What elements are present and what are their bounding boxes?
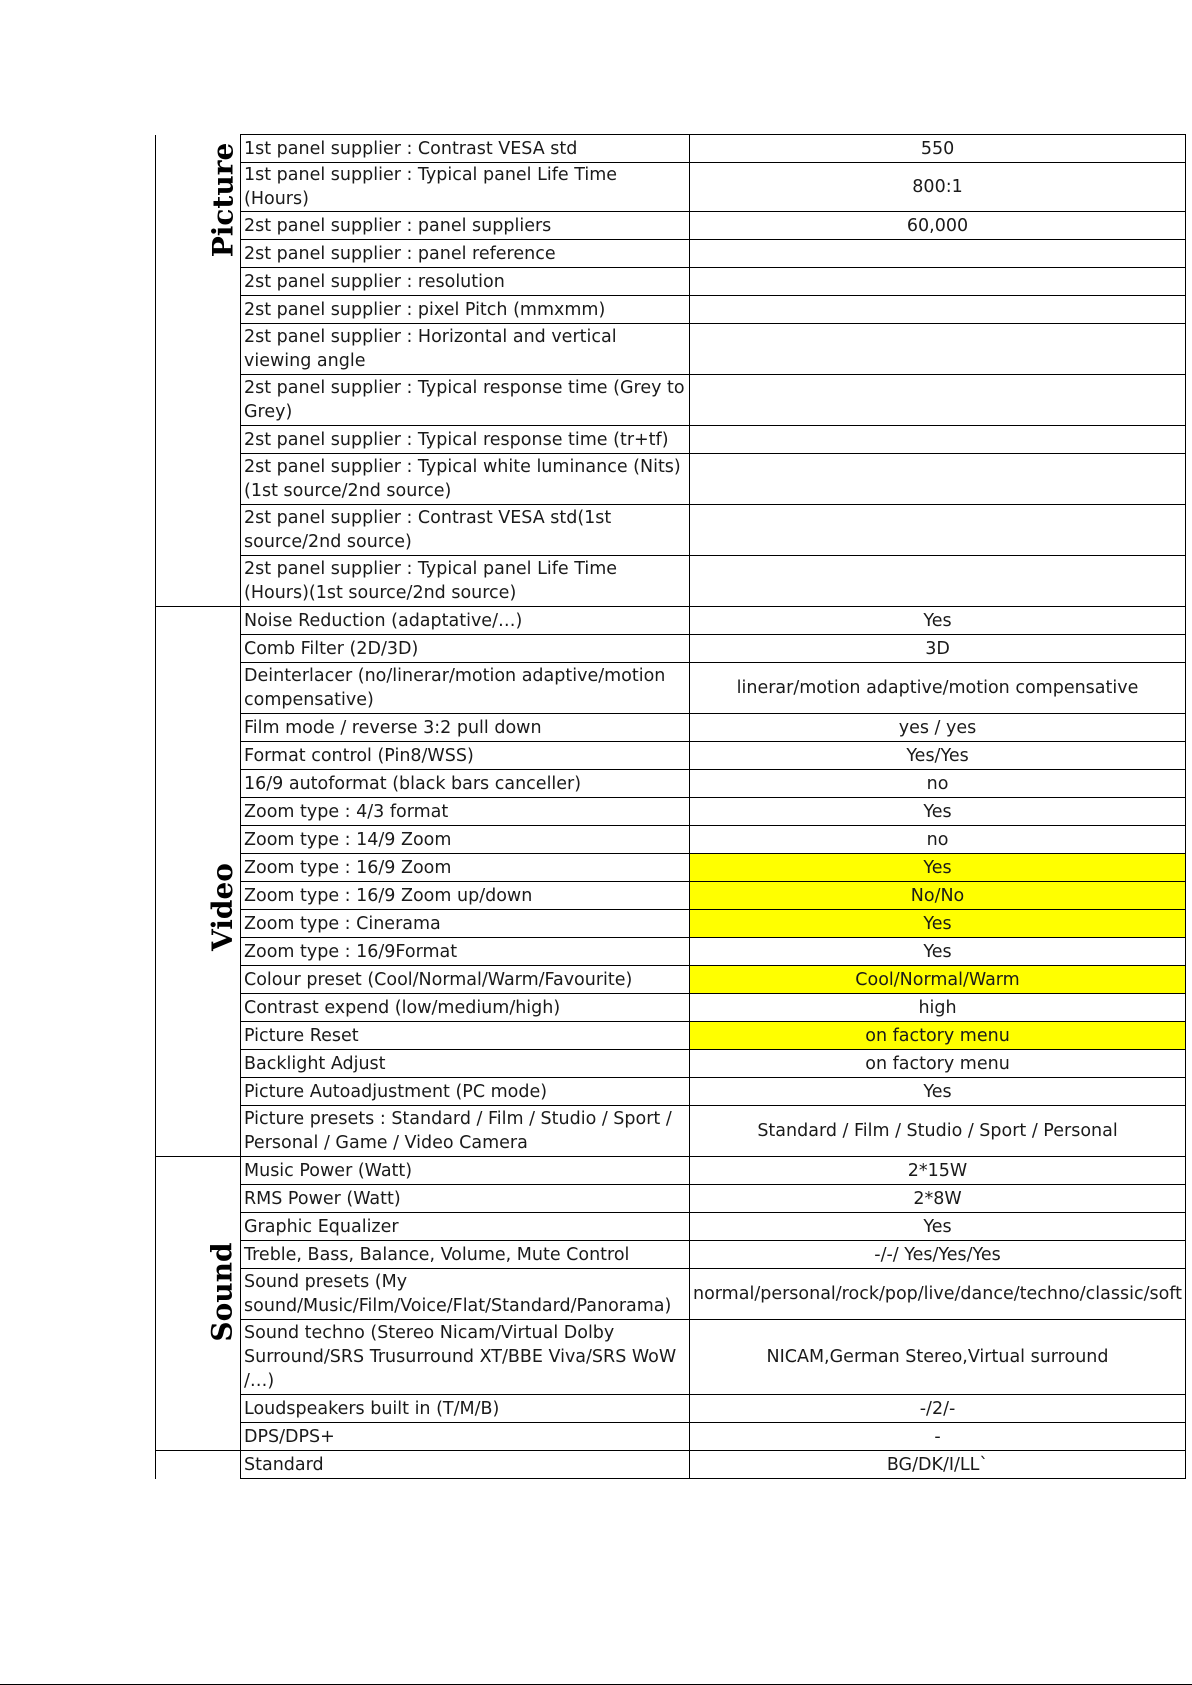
spec-value: Yes/Yes [690, 742, 1186, 770]
spec-sheet [155, 134, 1186, 1479]
spec-value: Yes [690, 938, 1186, 966]
spec-value: Cool/Normal/Warm [690, 966, 1186, 994]
spec-value: 800:1 [690, 163, 1186, 212]
spec-label: DPS/DPS+ [241, 1423, 690, 1451]
table-row [156, 1269, 1186, 1320]
table-row [156, 938, 1186, 966]
spec-label: Noise Reduction (adaptative/…) [241, 607, 690, 635]
spec-label: Zoom type : 16/9 Zoom [241, 854, 690, 882]
table-row [156, 268, 1186, 296]
spec-label: 1st panel supplier : Contrast VESA std [241, 135, 690, 163]
spec-label: Comb Filter (2D/3D) [241, 635, 690, 663]
table-row [156, 1451, 1186, 1479]
table-row [156, 994, 1186, 1022]
spec-value: no [690, 826, 1186, 854]
table-row [156, 1395, 1186, 1423]
spec-label: RMS Power (Watt) [241, 1185, 690, 1213]
spec-label: 2st panel supplier : resolution [241, 268, 690, 296]
spec-value: on factory menu [690, 1022, 1186, 1050]
spec-label: Contrast expend (low/medium/high) [241, 994, 690, 1022]
spec-label: Film mode / reverse 3:2 pull down [241, 714, 690, 742]
spec-label: Backlight Adjust [241, 1050, 690, 1078]
spec-value: linerar/motion adaptive/motion compensative [690, 663, 1186, 714]
table-row [156, 1320, 1186, 1395]
spec-label: 2st panel supplier : Typical white luminance (Nits)(1st source/2nd source) [241, 454, 690, 505]
spec-label: Zoom type : Cinerama [241, 910, 690, 938]
table-row [156, 375, 1186, 426]
spec-value [690, 375, 1186, 426]
table-row [156, 742, 1186, 770]
section-sound [156, 1157, 241, 1451]
table-row [156, 882, 1186, 910]
spec-label: Music Power (Watt) [241, 1157, 690, 1185]
spec-label: Graphic Equalizer [241, 1213, 690, 1241]
spec-value: yes / yes [690, 714, 1186, 742]
spec-label: Sound presets (My sound/Music/Film/Voice/Flat/Standard/Panorama) [241, 1269, 690, 1320]
table-row [156, 854, 1186, 882]
spec-label: Deinterlacer (no/linerar/motion adaptive/motion compensative) [241, 663, 690, 714]
table-row [156, 663, 1186, 714]
spec-value [690, 324, 1186, 375]
spec-label: Zoom type : 16/9 Zoom up/down [241, 882, 690, 910]
table-row [156, 910, 1186, 938]
table-row [156, 1423, 1186, 1451]
spec-label: 1st panel supplier : Typical panel Life Time (Hours) [241, 163, 690, 212]
spec-value: Yes [690, 910, 1186, 938]
spec-value [690, 268, 1186, 296]
section-title: Video [206, 863, 239, 951]
spec-value: Yes [690, 798, 1186, 826]
table-row [156, 966, 1186, 994]
table-row [156, 1050, 1186, 1078]
spec-label: Colour preset (Cool/Normal/Warm/Favourite) [241, 966, 690, 994]
table-row [156, 1157, 1186, 1185]
spec-value: 3D [690, 635, 1186, 663]
spec-value: - [690, 1423, 1186, 1451]
table-row [156, 505, 1186, 556]
spec-label: Zoom type : 4/3 format [241, 798, 690, 826]
table-row [156, 1185, 1186, 1213]
table-row [156, 1022, 1186, 1050]
spec-label: Treble, Bass, Balance, Volume, Mute Control [241, 1241, 690, 1269]
table-row [156, 324, 1186, 375]
spec-value: 550 [690, 135, 1186, 163]
table-row [156, 1078, 1186, 1106]
spec-value: BG/DK/I/LL` [690, 1451, 1186, 1479]
table-row [156, 635, 1186, 663]
table-row [156, 714, 1186, 742]
spec-label: Picture presets : Standard / Film / Studio / Sport / Personal / Game / Video Camera [241, 1106, 690, 1157]
spec-label: Picture Reset [241, 1022, 690, 1050]
spec-value: -/-/ Yes/Yes/Yes [690, 1241, 1186, 1269]
spec-label: Format control (Pin8/WSS) [241, 742, 690, 770]
table-row [156, 454, 1186, 505]
spec-label: Standard [241, 1451, 690, 1479]
spec-label: 16/9 autoformat (black bars canceller) [241, 770, 690, 798]
table-row [156, 426, 1186, 454]
section-title: Sound [206, 1242, 240, 1342]
section-unlabeled [156, 1451, 241, 1479]
section-title: Picture [206, 142, 240, 257]
spec-label: Loudspeakers built in (T/M/B) [241, 1395, 690, 1423]
spec-value: Yes [690, 607, 1186, 635]
spec-value [690, 296, 1186, 324]
table-row [156, 135, 1186, 163]
spec-value [690, 454, 1186, 505]
spec-value: normal/personal/rock/pop/live/dance/techno/classic/soft [690, 1269, 1186, 1320]
spec-value [690, 505, 1186, 556]
table-row [156, 163, 1186, 212]
spec-value: Yes [690, 1213, 1186, 1241]
spec-value: Yes [690, 854, 1186, 882]
spec-value [690, 556, 1186, 607]
spec-value: Yes [690, 1078, 1186, 1106]
spec-label: Zoom type : 14/9 Zoom [241, 826, 690, 854]
spec-value [690, 426, 1186, 454]
spec-label: 2st panel supplier : Typical response time (Grey to Grey) [241, 375, 690, 426]
spec-label: Sound techno (Stereo Nicam/Virtual Dolby Surround/SRS Trusurround XT/BBE Viva/SRS WoW /…) [241, 1320, 690, 1395]
spec-label: 2st panel supplier : panel suppliers [241, 212, 690, 240]
spec-label: 2st panel supplier : Typical panel Life Time (Hours)(1st source/2nd source) [241, 556, 690, 607]
table-row [156, 1241, 1186, 1269]
spec-value: 2*8W [690, 1185, 1186, 1213]
spec-label: 2st panel supplier : Contrast VESA std(1st source/2nd source) [241, 505, 690, 556]
spec-value: on factory menu [690, 1050, 1186, 1078]
spec-label: Picture Autoadjustment (PC mode) [241, 1078, 690, 1106]
table-row [156, 556, 1186, 607]
table-row [156, 1106, 1186, 1157]
spec-label: 2st panel supplier : pixel Pitch (mmxmm) [241, 296, 690, 324]
spec-value: no [690, 770, 1186, 798]
spec-value: high [690, 994, 1186, 1022]
section-picture [156, 135, 241, 607]
spec-label: 2st panel supplier : panel reference [241, 240, 690, 268]
table-row [156, 798, 1186, 826]
table-row [156, 296, 1186, 324]
spec-label: 2st panel supplier : Horizontal and vertical viewing angle [241, 324, 690, 375]
table-row [156, 212, 1186, 240]
spec-label: 2st panel supplier : Typical response time (tr+tf) [241, 426, 690, 454]
table-row [156, 240, 1186, 268]
spec-label: Zoom type : 16/9Format [241, 938, 690, 966]
section-video [156, 607, 241, 1157]
spec-value [690, 240, 1186, 268]
table-row [156, 607, 1186, 635]
table-row [156, 826, 1186, 854]
spec-value: 60,000 [690, 212, 1186, 240]
spec-table [155, 134, 1186, 1479]
spec-value: No/No [690, 882, 1186, 910]
spec-value: NICAM,German Stereo,Virtual surround [690, 1320, 1186, 1395]
spec-value: -/2/- [690, 1395, 1186, 1423]
table-row [156, 1213, 1186, 1241]
spec-value: Standard / Film / Studio / Sport / Personal [690, 1106, 1186, 1157]
spec-value: 2*15W [690, 1157, 1186, 1185]
table-row [156, 770, 1186, 798]
